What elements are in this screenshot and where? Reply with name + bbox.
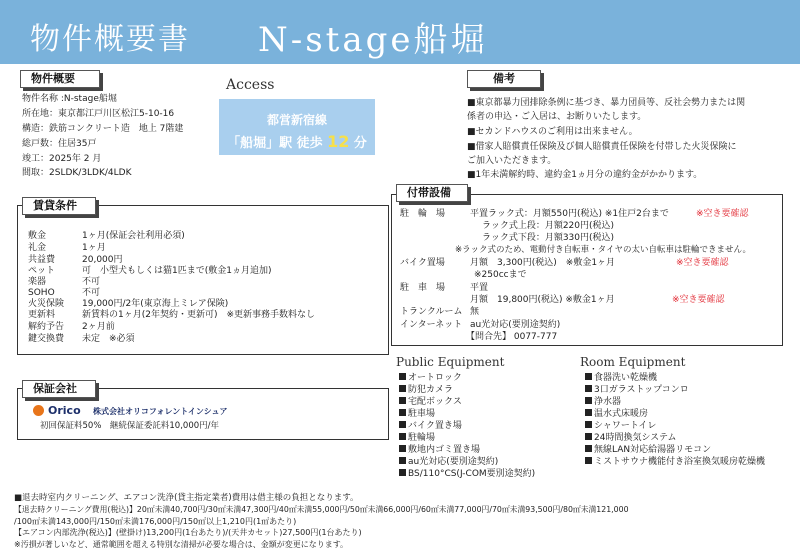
internet-contact: 【問合先】 0077-777	[466, 332, 558, 342]
footer-line: /100㎡未満143,000円/150㎡未満176,000円/150㎡以上1,210円(1㎡あたり)	[14, 517, 297, 526]
lease-heading: 賃貸条件	[22, 197, 96, 215]
bullet-icon	[399, 469, 406, 476]
motorbike-value: 月額 3,300円(税込) ※敷金1ヶ月	[470, 258, 616, 268]
list-item: 防犯カメラ	[399, 384, 453, 396]
property-title: N-stage船堀	[258, 20, 488, 60]
overview-line: 所在地：東京都江戸川区松江5-10-16	[22, 109, 175, 119]
lease-value: 1ヶ月	[82, 243, 106, 253]
bullet-icon	[399, 373, 406, 380]
bullet-icon	[585, 433, 592, 440]
guarantor-company: 株式会社オリコフォレントインシュア	[93, 407, 228, 416]
bike-upper: ラック式上段：月額220円(税込)	[482, 221, 615, 231]
notes-line: ■東京都暴力団排除条例に基づき、暴力団員等、反社会勢力または関	[467, 98, 746, 108]
vacancy-note: ※空き要確認	[696, 209, 749, 219]
bike-note: ※ラック式のため、電動付き自転車・タイヤの太い自転車は駐輪できません。	[455, 245, 751, 255]
bullet-icon	[399, 457, 406, 464]
footer-line: 【エアコン内部洗浄(税込)】(壁掛け)13,200円(1台あたり)/(天井カセット)27,500円(1台あたり)	[14, 528, 362, 537]
lease-key: 解約予告	[28, 322, 65, 332]
lease-key: ペット	[28, 266, 56, 276]
access-station	[219, 132, 375, 151]
bullet-icon	[399, 433, 406, 440]
lease-value: 新賃料の1ヶ月(2年契約・更新可) ※更新事務手数料なし	[82, 310, 316, 320]
bullet-icon	[585, 457, 592, 464]
lease-key: 楽器	[28, 277, 47, 287]
notes-line: 係者の申込・ご入居は、お断りいたします。	[467, 112, 647, 122]
bullet-icon	[585, 385, 592, 392]
bike-lower: ラック式下段：月額330円(税込)	[482, 233, 615, 243]
lease-value: 不可	[82, 277, 101, 287]
bullet-icon	[399, 409, 406, 416]
lease-key: 共益費	[28, 255, 56, 265]
parking-type: 平置	[470, 283, 489, 293]
footer-line: 【退去時クリーニング費用(税込)】20㎡未満40,700円/30㎡未満47,300円/40㎡未満55,000円/50㎡未満66,000円/60㎡未満77,000円/70㎡未満93,500円/80㎡未満121,000	[14, 505, 629, 514]
guarantor-fee: 初回保証料50% 継続保証委託料10,000円/年	[40, 421, 219, 431]
list-item: 駐車場	[399, 408, 435, 420]
lease-key: 敷金	[28, 231, 47, 241]
bullet-icon	[585, 421, 592, 428]
walk-unit: 分	[353, 136, 367, 151]
notes-line: ■借家人賠償責任保険及び個人賠償責任保険を付帯した火災保険に	[467, 142, 737, 152]
list-item: 宅配ボックス	[399, 396, 462, 408]
bike-label: 駐 輪 場	[400, 209, 446, 219]
lease-box	[17, 205, 389, 355]
bullet-icon	[585, 397, 592, 404]
list-item: 温水式床暖房	[585, 408, 648, 420]
lease-value: 1ヶ月(保証会社利用必須)	[82, 231, 185, 241]
facilities-heading: 付帯設備	[396, 184, 468, 202]
list-item: オートロック	[399, 372, 462, 384]
overview-line: 構造：鉄筋コンクリート造 地上 7階建	[22, 124, 184, 134]
station-text: 「船堀」駅 徒歩	[227, 136, 323, 151]
list-item: 敷地内ゴミ置き場	[399, 444, 480, 456]
list-item: バイク置き場	[399, 420, 462, 432]
public-equipment-title: Public Equipment	[396, 355, 505, 369]
list-item: 浄水器	[585, 396, 621, 408]
lease-key: 鍵交換費	[28, 334, 65, 344]
access-box	[219, 99, 375, 155]
orico-brand: Orico	[48, 404, 81, 417]
list-item: 24時間換気システム	[585, 432, 677, 444]
footer-line: ※汚損が著しいなど、通常範囲を超える特別な清掃が必要な場合は、金額が変更になります。	[14, 540, 349, 549]
title-banner	[0, 0, 800, 64]
bullet-icon	[399, 421, 406, 428]
motorbike-note: ※250ccまで	[474, 270, 527, 280]
overview-line: 間取：2SLDK/3LDK/4LDK	[22, 168, 132, 178]
parking-value: 月額 19,800円(税込) ※敷金1ヶ月	[470, 295, 615, 305]
list-item: 駐輪場	[399, 432, 435, 444]
internet-value: au光対応(要別途契約)	[470, 320, 561, 330]
orico-logo	[33, 404, 243, 418]
notes-heading: 備考	[467, 70, 541, 88]
guarantor-heading: 保証会社	[22, 380, 96, 398]
lease-value: 2ヶ月前	[82, 322, 115, 332]
overview-line: 竣工：2025年 2 月	[22, 154, 102, 164]
lease-value: 19,000円/2年(東京海上ミレア保険)	[82, 299, 229, 309]
trunk-value: 無	[470, 307, 480, 317]
access-label: Access	[226, 77, 275, 93]
notes-line: ご加入いただきます。	[467, 156, 557, 166]
trunk-label: トランクルーム	[400, 307, 463, 317]
list-item: ミストサウナ機能付き浴室換気暖房乾燥機	[585, 456, 765, 468]
bullet-icon	[399, 397, 406, 404]
overview-heading: 物件概要	[20, 70, 100, 88]
overview-line: 物件名称 :N-stage船堀	[22, 94, 117, 104]
lease-key: 更新料	[28, 310, 56, 320]
lease-value: 未定 ※必須	[82, 334, 135, 344]
vacancy-note: ※空き要確認	[676, 258, 729, 268]
motorbike-label: バイク置場	[400, 258, 445, 268]
vacancy-note: ※空き要確認	[672, 295, 725, 305]
orico-mark-icon	[33, 405, 44, 416]
lease-key: SOHO	[28, 288, 55, 298]
lease-key: 礼金	[28, 243, 47, 253]
lease-value: 不可	[82, 288, 101, 298]
lease-value: 可 小型犬もしくは猫1匹まで(敷金1ヵ月追加)	[82, 266, 272, 276]
bullet-icon	[585, 445, 592, 452]
footer-line: ■退去時室内クリーニング、エアコン洗浄(貸主指定業者)費用は借主様の負担となります。	[14, 493, 359, 503]
room-equipment-title: Room Equipment	[580, 355, 686, 369]
internet-label: インターネット	[400, 320, 463, 330]
parking-label: 駐 車 場	[400, 283, 446, 293]
bullet-icon	[585, 373, 592, 380]
notes-line: ■セカンドハウスのご利用は出来ません。	[467, 127, 638, 137]
list-item: BS/110°CS(J-COM要別途契約)	[399, 468, 535, 480]
list-item: 3口ガラストップコンロ	[585, 384, 689, 396]
overview-line: 総戸数：住居35戸	[22, 139, 97, 149]
list-item: 食器洗い乾燥機	[585, 372, 657, 384]
walk-minutes: 12	[327, 132, 350, 151]
bullet-icon	[399, 445, 406, 452]
bullet-icon	[585, 409, 592, 416]
bike-flat: 平置ラック式：月額550円(税込) ※1住戸2台まで	[470, 209, 669, 219]
list-item: シャワートイレ	[585, 420, 656, 432]
access-line: 都営新宿線	[266, 113, 327, 127]
lease-key: 火災保険	[28, 299, 65, 309]
notes-line: ■1年未満解約時、違約金1ヵ月分の違約金がかかります。	[467, 170, 703, 180]
lease-value: 20,000円	[82, 255, 123, 265]
list-item: au光対応(要別途契約)	[399, 456, 498, 468]
list-item: 無線LAN対応給湯器リモコン	[585, 444, 711, 456]
bullet-icon	[399, 385, 406, 392]
document-title: 物件概要書	[30, 22, 190, 57]
